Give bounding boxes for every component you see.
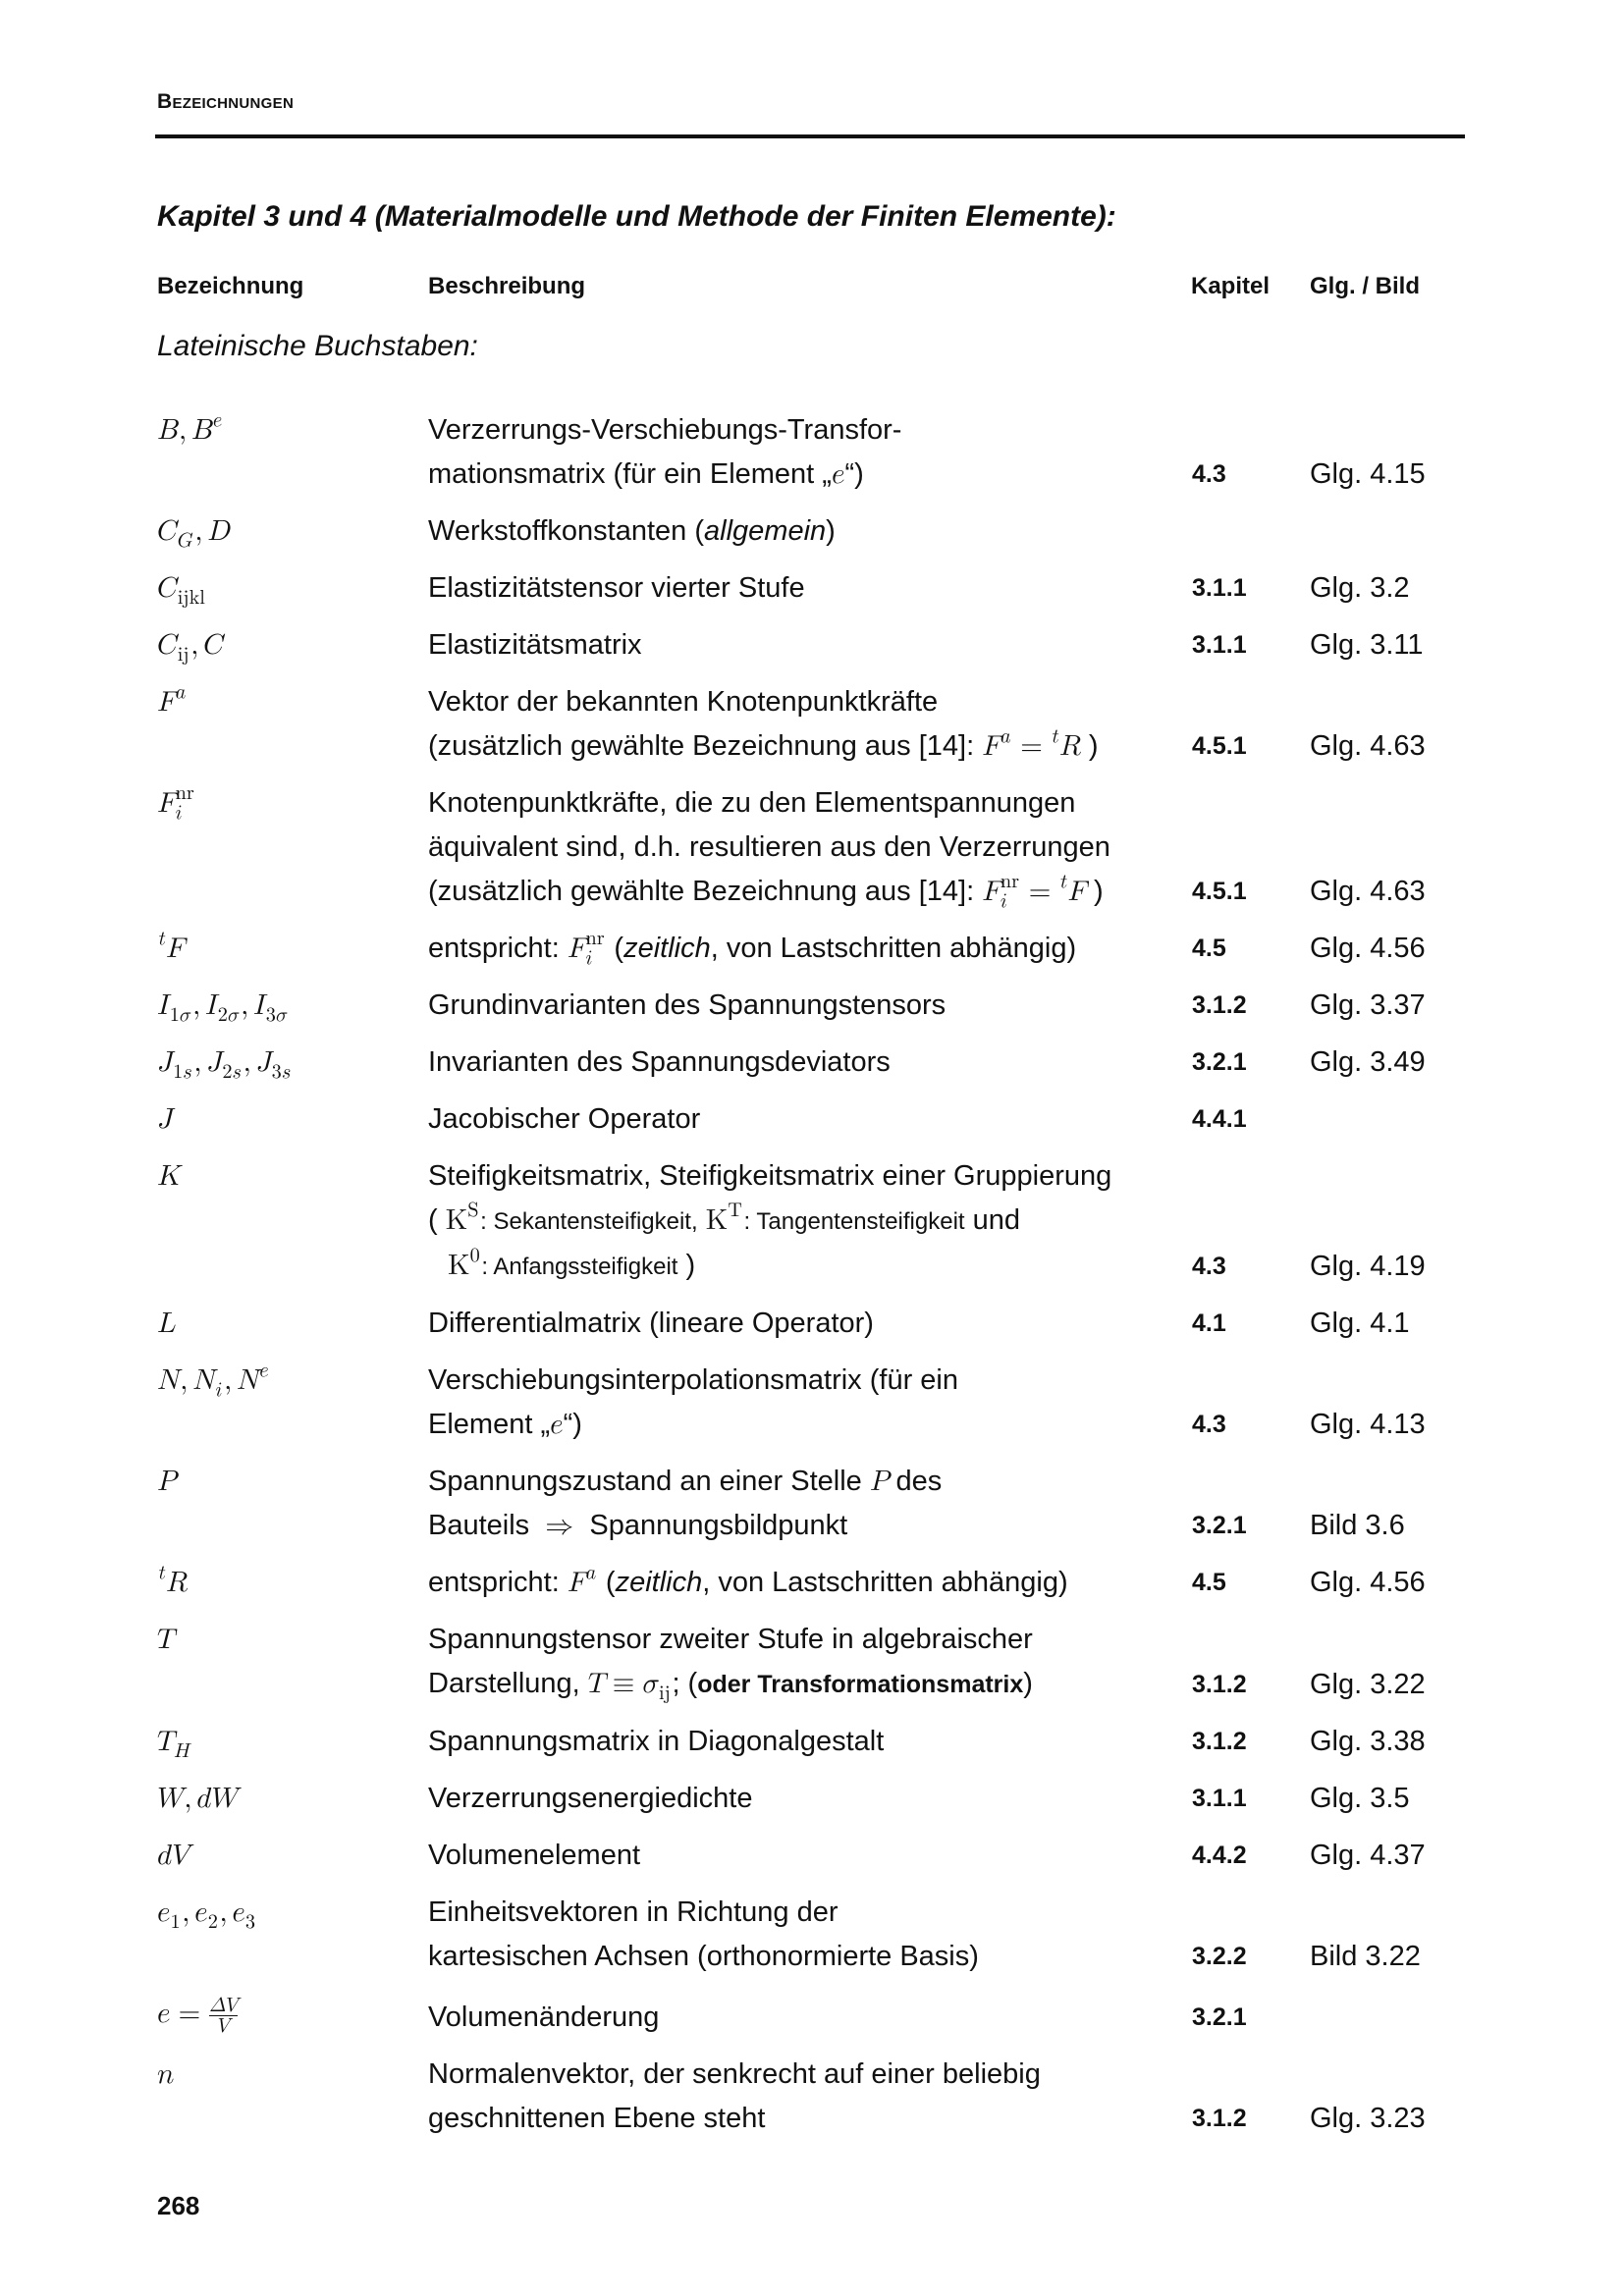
- symbol-cell: 𝑇: [157, 1626, 174, 1654]
- chapter-cell: 4.5: [1192, 1569, 1226, 1596]
- description-line: Einheitsvektoren in Richtung der: [428, 1896, 839, 1928]
- table-row: [0, 566, 1623, 623]
- description-text: entspricht:: [428, 933, 560, 964]
- table-row: [0, 984, 1623, 1041]
- description-line: Spannungsmatrix in Diagonalgestalt: [428, 1726, 885, 1757]
- table-row: [0, 1097, 1623, 1154]
- description-line: ( K S : Sekantensteifigkeit, K T : Tangentensteifigkeit und: [428, 1201, 1021, 1236]
- reference-cell: Bild 3.22: [1310, 1941, 1421, 1972]
- table-row: [0, 408, 1623, 509]
- description-line: geschnittenen Ebene steht: [428, 2103, 766, 2134]
- symbol-cell: 𝑒 = Δ V 𝑉: [157, 1995, 238, 2036]
- symbol-cell: 𝐶 ij , C: [157, 631, 224, 666]
- chapter-cell: 4.5.1: [1192, 878, 1247, 905]
- symbol-cell: 𝑛: [157, 2060, 175, 2089]
- symbol-cell: 𝐽: [157, 1105, 174, 1134]
- description-cell: [428, 566, 1192, 611]
- description-cell: [428, 2053, 1192, 2141]
- description-line: Normalenvektor, der senkrecht auf einer beliebig: [428, 2058, 1041, 2090]
- description-line: kartesischen Achsen (orthonormierte Basis): [428, 1941, 979, 1972]
- running-header: Bezeichnungen: [157, 90, 295, 113]
- symbol-cell: 𝐵 , B e: [157, 410, 223, 445]
- subheading: Lateinische Buchstaben:: [157, 330, 478, 362]
- description-text: ): [1023, 1668, 1033, 1699]
- description-cell: [428, 1460, 1192, 1548]
- chapter-cell: 3.1.1: [1192, 574, 1247, 602]
- reference-cell: Glg. 4.37: [1310, 1840, 1426, 1871]
- symbol-cell: 𝑑 V: [157, 1842, 189, 1870]
- reference-cell: Glg. 4.1: [1310, 1308, 1410, 1339]
- description-text: : Sekantensteifigkeit,: [480, 1208, 698, 1235]
- symbol-cell: 𝐶 ijkl: [157, 574, 205, 609]
- chapter-cell: 4.1: [1192, 1309, 1226, 1337]
- symbol-cell: 𝐹 a: [157, 682, 187, 717]
- chapter-cell: 4.3: [1192, 1253, 1226, 1280]
- chapter-cell: 3.2.1: [1192, 1048, 1247, 1076]
- description-text: Spannungsbildpunkt: [589, 1510, 848, 1541]
- description-line: Jacobischer Operator: [428, 1103, 701, 1135]
- table-row: [0, 1891, 1623, 1992]
- table-row: [0, 1992, 1623, 2053]
- column-header-symbol: Bezeichnung: [157, 273, 304, 299]
- description-cell: [428, 1097, 1192, 1142]
- reference-cell: Glg. 3.49: [1310, 1046, 1426, 1078]
- description-cell: [428, 1720, 1192, 1764]
- description-cell: [428, 1618, 1192, 1707]
- symbol-cell: 𝐼 1 σ , I 2 σ , I 3 σ: [157, 991, 288, 1026]
- description-line: mationsmatrix (für ein Element „ e “): [428, 458, 864, 490]
- reference-cell: Glg. 4.56: [1310, 933, 1426, 964]
- table-row: [0, 1302, 1623, 1359]
- table-row: [0, 1041, 1623, 1097]
- reference-cell: Glg. 4.63: [1310, 876, 1426, 907]
- description-text: Werkstoffkonstanten (: [428, 515, 705, 547]
- table-row: [0, 680, 1623, 781]
- symbol-cell: 𝐹 𝑡: [158, 929, 185, 963]
- description-line: Verzerrungs-Verschiebungs-Transfor-: [428, 414, 902, 446]
- chapter-cell: 4.4.2: [1192, 1842, 1247, 1869]
- description-cell: [428, 1561, 1192, 1605]
- description-cell: [428, 1777, 1192, 1821]
- column-header-description: Beschreibung: [428, 273, 586, 299]
- symbol-cell: 𝑇 H: [157, 1728, 190, 1762]
- description-cell: [428, 1359, 1192, 1447]
- description-cell: [428, 984, 1192, 1028]
- description-line: Volumenänderung: [428, 2002, 660, 2033]
- description-line: äquivalent sind, d.h. resultieren aus den Verzerrungen: [428, 831, 1110, 863]
- chapter-cell: 3.2.2: [1192, 1943, 1247, 1970]
- reference-cell: Glg. 4.13: [1310, 1409, 1426, 1440]
- description-line: Grundinvarianten des Spannungstensors: [428, 989, 947, 1021]
- description-line: Elastizitätstensor vierter Stufe: [428, 572, 805, 604]
- symbol-cell: 𝐶 G , D: [157, 517, 232, 552]
- column-header-reference: Glg. / Bild: [1310, 273, 1420, 299]
- description-text: Darstellung,: [428, 1668, 580, 1699]
- description-cell: [428, 623, 1192, 667]
- description-text: (: [614, 933, 624, 964]
- reference-cell: Glg. 4.15: [1310, 458, 1426, 490]
- description-line: Volumenelement: [428, 1840, 641, 1871]
- symbol-cell: 𝐿: [157, 1309, 177, 1338]
- description-text: (zusätzlich gewählte Bezeichnung aus [14]:: [428, 730, 975, 762]
- description-line: entspricht: F i nr (zeitlich, von Lastschritten abhängig): [428, 929, 1077, 969]
- description-text: : Tangentensteifigkeit: [743, 1208, 965, 1235]
- description-line: Vektor der bekannten Knotenpunktkräfte: [428, 686, 939, 718]
- description-cell: [428, 680, 1192, 769]
- description-cell: [428, 781, 1192, 914]
- symbol-cell: 𝐹 i nr: [157, 783, 194, 824]
- chapter-cell: 3.1.1: [1192, 1785, 1247, 1812]
- description-text: “): [844, 458, 864, 490]
- description-cell: [428, 408, 1192, 497]
- description-line: Verschiebungsinterpolationsmatrix (für ein: [428, 1364, 958, 1396]
- description-cell: [428, 1834, 1192, 1878]
- table-row: [0, 927, 1623, 984]
- description-text: , von Lastschritten abhängig): [702, 1567, 1068, 1598]
- description-line: Knotenpunktkräfte, die zu den Elementspannungen: [428, 787, 1076, 819]
- chapter-cell: 4.4.1: [1192, 1105, 1247, 1133]
- description-line: [428, 509, 1192, 554]
- table-row: [0, 509, 1623, 566]
- description-emphasis: zeitlich: [615, 1567, 703, 1598]
- description-cell: [428, 1041, 1192, 1085]
- reference-cell: Glg. 3.37: [1310, 989, 1426, 1021]
- chapter-cell: 3.2.1: [1192, 2003, 1247, 2031]
- symbol-cell: 𝑃: [157, 1468, 176, 1496]
- reference-cell: Glg. 4.56: [1310, 1567, 1426, 1598]
- description-emphasis: allgemein: [704, 515, 827, 547]
- chapter-cell: 3.1.2: [1192, 1671, 1247, 1698]
- description-line: K 0 : Anfangssteifigkeit ): [448, 1246, 696, 1281]
- symbol-cell: 𝑊 , d W: [157, 1785, 239, 1813]
- description-text: Element „: [428, 1409, 551, 1440]
- symbol-cell: 𝑅 𝑡: [158, 1563, 188, 1597]
- description-text: und: [972, 1204, 1021, 1236]
- description-line: Elastizitätsmatrix: [428, 629, 642, 661]
- symbol-table: [0, 408, 1623, 2154]
- reference-cell: Glg. 4.19: [1310, 1251, 1426, 1282]
- description-cell: [428, 1996, 1192, 2040]
- table-row: [0, 1720, 1623, 1777]
- description-text: ): [1094, 876, 1104, 907]
- reference-cell: Glg. 3.22: [1310, 1669, 1426, 1700]
- description-line: Differentialmatrix (lineare Operator): [428, 1308, 874, 1339]
- description-text: ; (: [672, 1668, 698, 1699]
- table-row: [0, 1834, 1623, 1891]
- description-text: Bauteils: [428, 1510, 530, 1541]
- reference-cell: Glg. 3.23: [1310, 2103, 1426, 2134]
- chapter-cell: 3.1.2: [1192, 2105, 1247, 2132]
- chapter-cell: 4.5: [1192, 934, 1226, 962]
- symbol-cell: 𝑁 , N i , N e: [157, 1361, 269, 1401]
- description-line: Spannungszustand an einer Stelle P des: [428, 1466, 943, 1497]
- chapter-cell: 4.3: [1192, 460, 1226, 488]
- description-text: (zusätzlich gewählte Bezeichnung aus [14]:: [428, 876, 975, 907]
- symbol-cell: 𝐽 1 s , J 2 s , J 3 s: [157, 1048, 292, 1083]
- description-text: (: [605, 1567, 616, 1598]
- table-row: [0, 1460, 1623, 1561]
- description-cell: [428, 1891, 1192, 1979]
- description-text: Spannungszustand an einer Stelle: [428, 1466, 862, 1497]
- reference-cell: Glg. 3.2: [1310, 572, 1410, 604]
- description-line: (zusätzlich gewählte Bezeichnung aus [14]: F i nr = F 𝑡 ): [428, 872, 1104, 912]
- table-row: [0, 1359, 1623, 1460]
- description-line: entspricht: F a (zeitlich, von Lastschritten abhängig): [428, 1563, 1068, 1598]
- description-text: , von Lastschritten abhängig): [710, 933, 1077, 964]
- description-text: “): [563, 1409, 582, 1440]
- table-row: [0, 2053, 1623, 2154]
- chapter-cell: 3.1.2: [1192, 1728, 1247, 1755]
- description-line: Steifigkeitsmatrix, Steifigkeitsmatrix einer Gruppierung: [428, 1160, 1112, 1192]
- table-row: [0, 781, 1623, 927]
- page-number: 268: [157, 2191, 200, 2220]
- table-row: [0, 1618, 1623, 1720]
- column-header-chapter: Kapitel: [1191, 273, 1271, 299]
- chapter-cell: 4.3: [1192, 1411, 1226, 1438]
- description-text: ): [826, 515, 836, 547]
- reference-cell: Bild 3.6: [1310, 1510, 1405, 1541]
- table-row: [0, 1154, 1623, 1302]
- reference-cell: Glg. 3.11: [1310, 629, 1424, 661]
- description-cell: [428, 509, 1192, 554]
- description-line: Spannungstensor zweiter Stufe in algebraischer: [428, 1624, 1033, 1655]
- reference-cell: Glg. 4.63: [1310, 730, 1426, 762]
- description-text: : Anfangssteifigkeit: [481, 1254, 678, 1280]
- chapter-cell: 3.2.1: [1192, 1512, 1247, 1539]
- description-line: Invarianten des Spannungsdeviators: [428, 1046, 891, 1078]
- description-text: des: [895, 1466, 943, 1497]
- description-line: Darstellung, T ≡ σ ij ; (oder Transformationsmatrix): [428, 1668, 1033, 1704]
- description-cell: [428, 1302, 1192, 1346]
- header-rule: [155, 134, 1465, 138]
- description-text: mationsmatrix (für ein Element „: [428, 458, 832, 490]
- symbol-cell: 𝑒 1 , e 2 , e 3: [157, 1898, 256, 1933]
- table-row: [0, 623, 1623, 680]
- description-text: entspricht:: [428, 1567, 560, 1598]
- chapter-cell: 3.1.2: [1192, 991, 1247, 1019]
- description-emphasis: zeitlich: [623, 933, 711, 964]
- description-line: Bauteils ⇒ Spannungsbildpunkt: [428, 1510, 848, 1550]
- symbol-cell: 𝐾: [157, 1162, 182, 1191]
- table-row: [0, 1777, 1623, 1834]
- description-text: ): [1088, 730, 1099, 762]
- description-cell: [428, 1154, 1192, 1289]
- reference-cell: Glg. 3.5: [1310, 1783, 1410, 1814]
- table-row: [0, 1561, 1623, 1618]
- description-bold: oder Transformationsmatrix: [697, 1671, 1024, 1698]
- description-line: Verzerrungsenergiedichte: [428, 1783, 753, 1814]
- description-line: Element „ e “): [428, 1409, 582, 1440]
- reference-cell: Glg. 3.38: [1310, 1726, 1426, 1757]
- description-line: (zusätzlich gewählte Bezeichnung aus [14]: F a = R 𝑡 ): [428, 726, 1099, 762]
- chapter-cell: 4.5.1: [1192, 732, 1247, 760]
- chapter-title: Kapitel 3 und 4 (Materialmodelle und Methode der Finiten Elemente):: [157, 200, 1116, 233]
- description-cell: [428, 927, 1192, 971]
- chapter-cell: 3.1.1: [1192, 631, 1247, 659]
